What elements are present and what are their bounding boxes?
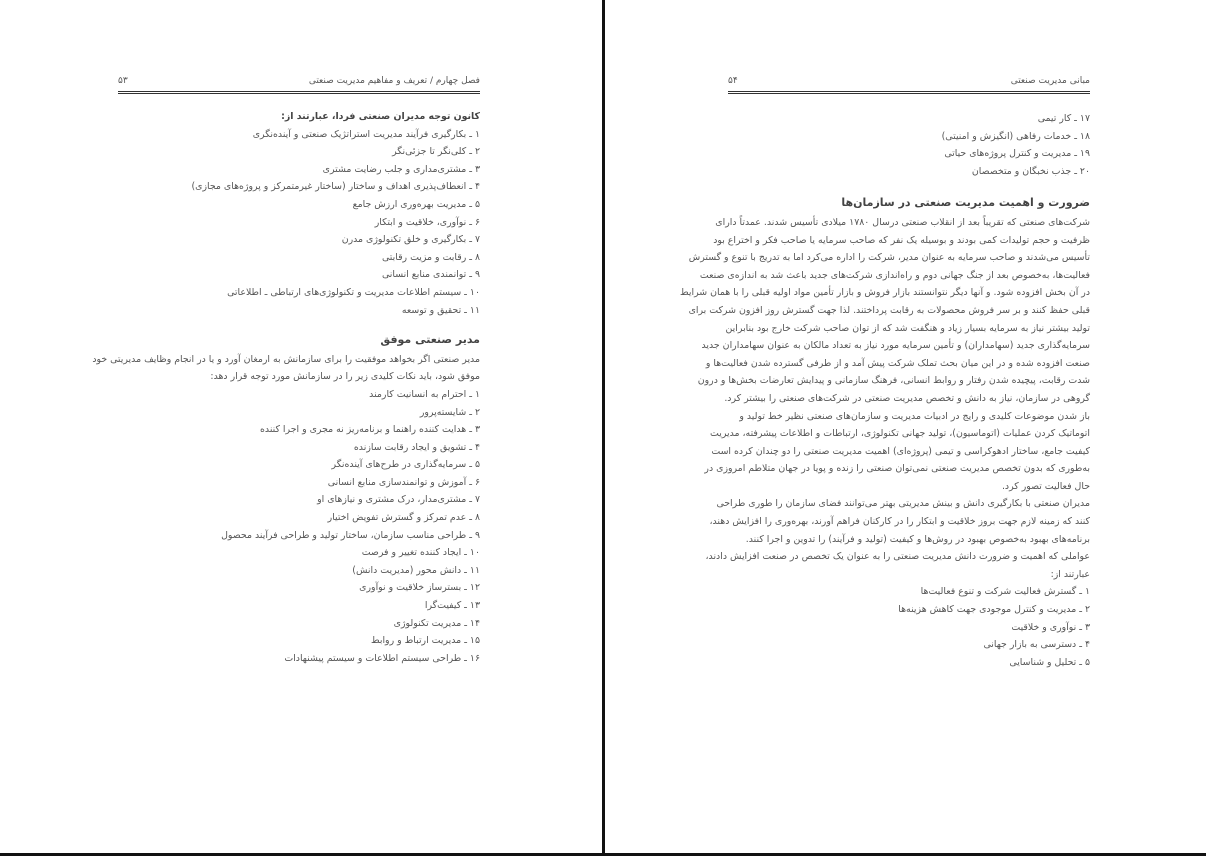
list-item: ۲ ـ مدیریت و کنترل موجودی جهت کاهش هزینه‌ها [898,604,1090,616]
intro-line: مدیر صنعتی اگر بخواهد موفقیت را برای سازمانش به ارمغان آورد و یا در انجام وظایف مدیریتی خود [92,353,480,365]
list-item: ۸ ـ عدم تمرکز و گسترش تفویض اختیار [327,512,480,524]
right-header-title: مبانی مدیریت صنعتی [1010,76,1090,86]
paragraph-line: شرکت‌های صنعتی که تقریباً بعد از انقلاب صنعتی درسال ۱۷۸۰ میلادی تأسیس شدند. عمدتاً دارای [715,216,1090,228]
paragraph-line: مدیران صنعتی با بکارگیری دانش و بینش مدیریتی بهتر می‌توانند فضای سازمان را طوری طراحی [716,498,1090,510]
list-item: ۳ ـ نوآوری و خلاقیت [1011,621,1090,633]
left-page [92,0,480,856]
importance-heading: ضرورت و اهمیت مدیریت صنعتی در سازمان‌ها [841,196,1090,210]
list-item: ۲ ـ شایسته‌پرور [419,406,480,418]
list-item: ۱۰ ـ ایجاد کننده تغییر و فرصت [361,547,480,559]
right-page-content [679,110,1090,671]
paragraph-line: گروهی در سازمان، نیاز به دانش و تخصص مدیریت صنعتی در شرکت‌های صنعتی را بیشتر کرد. [724,392,1090,404]
list-item: ۱۷ ـ کار تیمی [1037,113,1090,124]
list-item: ۱۱ ـ دانش محور (مدیریت دانش) [352,564,480,576]
list-item: ۴ ـ انعطاف‌پذیری اهداف و ساختار (ساختار غیرمتمرکز و پروژه‌های مجازی) [191,181,480,193]
list-item: ۱۴ ـ مدیریت تکنولوژی [393,617,480,629]
left-header-title: فصل چهارم / تعریف و مفاهیم مدیریت صنعتی [308,76,480,86]
paragraph-line: برنامه‌های بهبود به‌خصوص بهبود در روش‌ها و کیفیت (تولید و فرآیند) را تدوین و اجرا کنند. [745,533,1090,545]
right-page-number: ۵۴ [728,76,738,86]
list-item: ۵ ـ تحلیل و شناسایی [1009,656,1090,668]
list-item: ۱۳ ـ کیفیت‌گرا [424,600,480,612]
paragraph-line: فعالیت‌ها، به‌خصوص بعد از جنگ جهانی دوم و راه‌اندازی شرکت‌های جدید باعث شد به اندازه‌ی صنعت [699,269,1090,281]
list-item: ۸ ـ رقابت و مزیت رقابتی [381,251,480,263]
list-item: ۴ ـ دسترسی به بازار جهانی [983,639,1090,651]
paragraph-line: عبارتند از: [1050,568,1090,580]
left-page-content [92,108,480,667]
intro-line: موفق شود، باید نکات کلیدی زیر را در سازمانش مورد توجه قرار دهد: [210,371,480,383]
list-item: ۳ ـ مشتری‌مداری و جلب رضایت مشتری [322,163,480,175]
list-item: ۲ ـ کلی‌نگر تا جزئی‌نگر [392,146,480,158]
paragraph-line: عواملی که اهمیت و ضرورت دانش مدیریت صنعتی را به عنوان یک تخصص در صنعت افزایش دادند، [705,551,1090,563]
right-page [679,0,1090,856]
list-item: ۱۹ ـ مدیریت و کنترل پروژه‌های حیاتی [944,148,1090,160]
list-item: ۱ ـ بکارگیری فرآیند مدیریت استراتژیک صنعتی و آینده‌نگری [252,128,480,140]
list-item: ۹ ـ طراحی مناسب سازمان، ساختار تولید و طراحی فرآیند محصول [221,529,480,541]
list-item: ۲۰ ـ جذب نخبگان و متخصصان [971,165,1090,177]
paragraph-line: به‌طوری که بدون تخصص مدیریت صنعتی نمی‌توان صنعتی را زنده و پویا در جهان متلاطم امروزی در [704,463,1090,475]
right-running-header [728,76,1090,94]
list-item: ۱۲ ـ بسترساز خلاقیت و نوآوری [359,582,480,594]
paragraph-line: تولید بیشتر نیاز به سرمایه بسیار زیاد و هنگفت شد که از توان صاحب شرکت خارج بود بنابراین [725,322,1090,334]
list-item: ۱۵ ـ مدیریت ارتباط و روابط [370,635,480,647]
list-item: ۱۶ ـ طراحی سیستم اطلاعات و سیستم پیشنهادات [284,652,480,664]
paragraph-line: صنعت افزوده شده و در این میان بحث تملک شرکت پیش آمد و از طرفی گسترده شدن فعالیت‌ها و [705,357,1090,369]
list-item: ۱ ـ احترام به انسانیت کارمند [369,388,480,400]
paragraph-line: در آن بخش افزوده شود. و آنها دیگر نتوانستند بازار فروش و بازار تأمین مواد اولیه قبلی را با همان شرایط [679,287,1090,299]
focus-heading: کانون توجه مدیران صنعتی فردا، عبارتند از: [281,111,480,122]
successful-manager-heading: مدیر صنعتی موفق [380,333,480,347]
list-item: ۱۸ ـ خدمات رفاهی (انگیزش و امنیتی) [941,130,1090,142]
list-item: ۱۰ ـ سیستم اطلاعات مدیریت و تکنولوژی‌های ارتباطی ـ اطلاعاتی [227,286,480,298]
list-item: ۱ ـ گسترش فعالیت شرکت و تنوع فعالیت‌ها [920,586,1090,598]
list-item: ۷ ـ مشتری‌مدار، درک مشتری و نیازهای او [317,494,480,506]
paragraph-line: اتوماتیک کردن عملیات (اتوماسیون)، تولید جهانی تکنولوژی، ارتباطات و اطلاعات پیشرفته، مدیریت [710,428,1090,440]
list-item: ۷ ـ بکارگیری و خلق تکنولوژی مدرن [341,234,480,246]
paragraph-line: حال فعالیت تصور کرد. [1001,480,1090,492]
list-item: ۹ ـ توانمندی منابع انسانی [381,269,480,281]
list-item: ۶ ـ نوآوری، خلاقیت و ابتکار [374,216,480,228]
book-spine-divider [602,0,605,856]
list-item: ۴ ـ تشویق و ایجاد رقابت سازنده [353,441,480,453]
paragraph-line: سرمایه‌گذاری جدید (سهامداران) و تأمین سرمایه مورد نیاز به تعداد مالکان به عنوان سهامداران جدید [701,340,1090,352]
paragraph-line: قبلی حفظ کنند و بر سر فروش محصولات به رقابت پرداختند. لذا جهت گسترش روز افزون شرکت برای [688,304,1090,316]
left-running-header [118,76,480,94]
paragraph-line: کنند که زمینه لازم جهت بروز خلاقیت و ابتکار را در کارکنان فراهم آورند، بهره‌وری را افزایش دهند، [709,516,1090,528]
list-item: ۳ ـ هدایت کننده راهنما و برنامه‌ریز نه مجری و اجرا کننده [259,424,480,436]
left-page-number: ۵۳ [118,76,128,86]
list-item: ۵ ـ سرمایه‌گذاری در طرح‌های آینده‌نگر [331,459,480,471]
list-item: ۶ ـ آموزش و توانمندسازی منابع انسانی [327,476,480,488]
paragraph-line: کیفیت جامع، ساختار ادهوکراسی و تیمی (پروژه‌ای) اهمیت مدیریت صنعتی را دو چندان کرده است [711,445,1090,457]
paragraph-line: ظرفیت و حجم تولیدات کمی بودند و بوسیله یک نفر که صاحب سرمایه یا صاحب فکر و اختراع بود [713,234,1090,246]
paragraph-line: شدت رقابت، پیچیده شدن رفتار و روابط انسانی، فرهنگ سازمانی و پیدایش تعارضات بخش‌ها و درون [697,375,1090,387]
list-item: ۱۱ ـ تحقیق و توسعه [401,304,480,316]
paragraph-line: باز شدن موضوعات کلیدی و رایج در ادبیات مدیریت و سازمان‌های صنعتی نظیر خط تولید و [739,410,1090,422]
list-item: ۵ ـ مدیریت بهره‌وری ارزش جامع [352,198,480,210]
paragraph-line: تأسیس می‌شدند و صاحب سرمایه به عنوان مدیر، شرکت را اداره می‌کرد اما به تدریج با تنوع و گسترش [688,252,1090,264]
